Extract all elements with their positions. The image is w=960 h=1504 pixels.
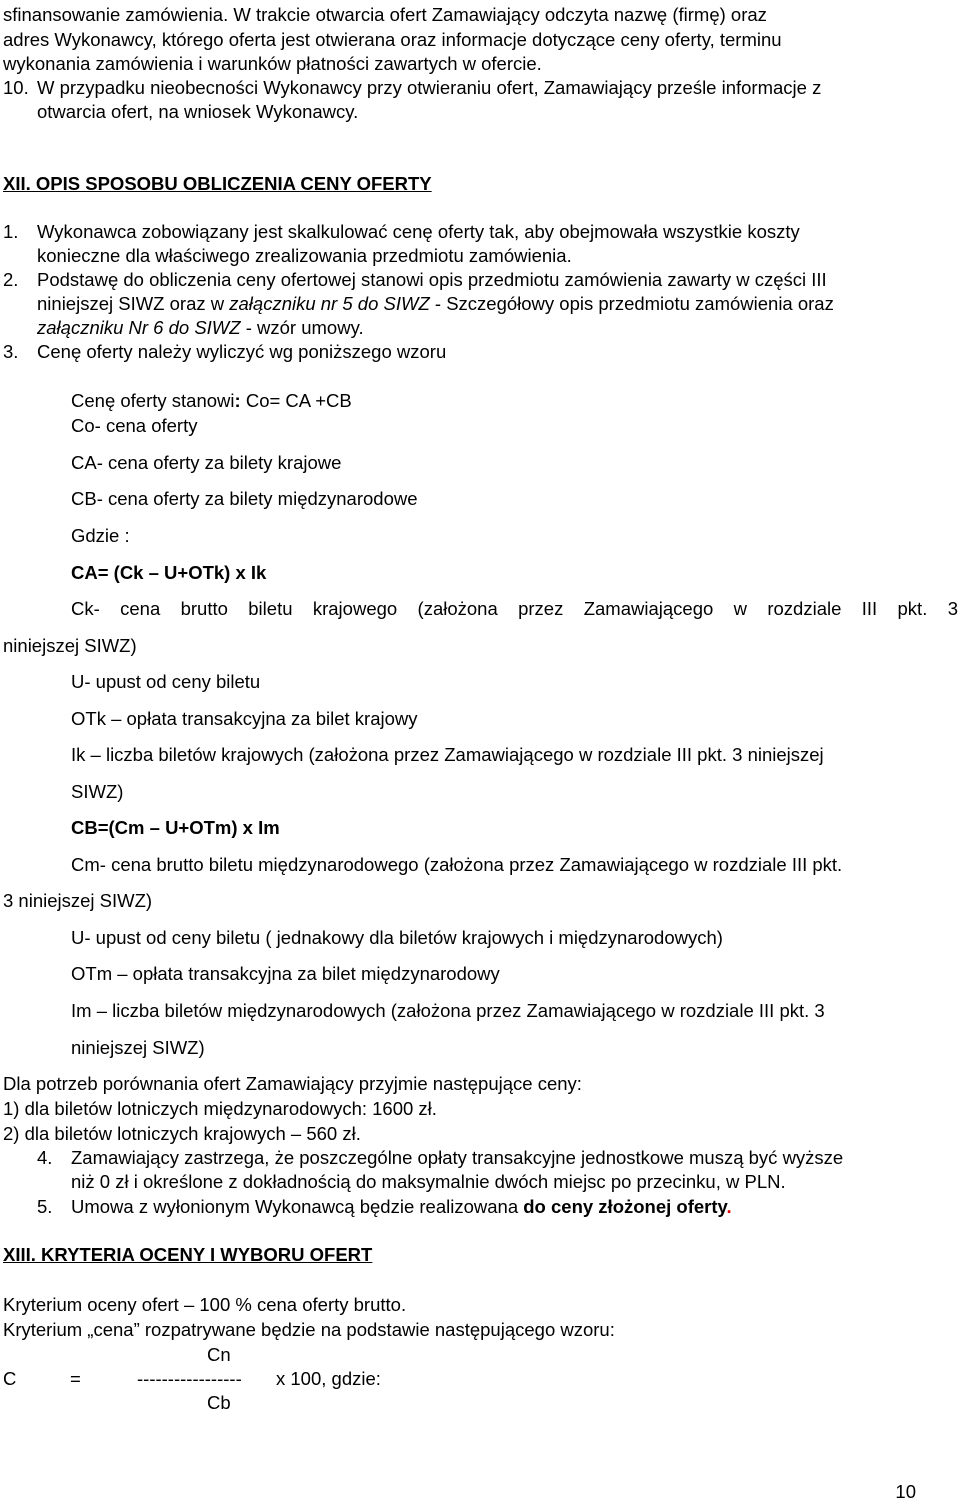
text-line: niż 0 zł i określone z dokładnością do maksymalnie dwóch miejsc po przecinku, w PLN. bbox=[71, 1171, 786, 1192]
formula-cb: CB=(Cm – U+OTm) x Im bbox=[71, 817, 280, 838]
definition-line: Ck- cena brutto biletu krajowego (założona przez Zamawiającego w rozdziale III pkt. 3 bbox=[71, 598, 958, 619]
formula-intro bbox=[71, 389, 352, 413]
definition-line: U- upust od ceny biletu ( jednakowy dla biletów krajowych i międzynarodowych) bbox=[71, 927, 723, 948]
text-run: : bbox=[234, 390, 241, 411]
formula-ca: CA= (Ck – U+OTk) x Ik bbox=[71, 562, 267, 583]
text-line: otwarcia ofert, na wniosek Wykonawcy. bbox=[37, 101, 359, 122]
text-line: konieczne dla właściwego zrealizowania przedmiotu zamówienia. bbox=[37, 245, 572, 266]
text-line: Dla potrzeb porównania ofert Zamawiający przyjmie następujące ceny: bbox=[3, 1073, 582, 1094]
text-line: wykonania zamówienia i warunków płatności zawartych w ofercie. bbox=[3, 53, 542, 74]
formula-equals: = bbox=[70, 1368, 81, 1389]
text-run: Umowa z wyłonionym Wykonawcą będzie realizowana bbox=[71, 1196, 524, 1217]
definition-line: OTm – opłata transakcyjna za bilet międzynarodowy bbox=[71, 963, 500, 984]
list-item: 2) dla biletów lotniczych krajowych – 560 zł. bbox=[3, 1123, 361, 1144]
fraction-denominator: Cb bbox=[207, 1392, 231, 1413]
list-number: 1. bbox=[3, 221, 19, 242]
text-line bbox=[71, 1195, 732, 1219]
definition-line: Co- cena oferty bbox=[71, 415, 198, 436]
definition-line: CA- cena oferty za bilety krajowe bbox=[71, 452, 342, 473]
text-run-italic: załączniku Nr 6 do SIWZ bbox=[37, 317, 241, 338]
definition-line: Im – liczba biletów międzynarodowych (założona przez Zamawiającego w rozdziale III pkt. 3 bbox=[71, 1000, 825, 1021]
text-run: niniejszej SIWZ oraz w bbox=[37, 293, 230, 314]
section-heading: XIII. KRYTERIA OCENY I WYBORU OFERT bbox=[3, 1244, 373, 1265]
page-number: 10 bbox=[895, 1481, 916, 1502]
text-line: Kryterium oceny ofert – 100 % cena oferty brutto. bbox=[3, 1294, 407, 1315]
text-run: - wzór umowy. bbox=[240, 317, 364, 338]
definition-line: 3 niniejszej SIWZ) bbox=[3, 890, 153, 911]
formula-co: Co= CA +CB bbox=[245, 390, 352, 411]
text-line: Zamawiający zastrzega, że poszczególne opłaty transakcyjne jednostkowe muszą być wyższe bbox=[71, 1147, 844, 1168]
definition-line: OTk – opłata transakcyjna za bilet krajowy bbox=[71, 708, 418, 729]
text-run-bold: do ceny złożonej oferty bbox=[523, 1196, 727, 1217]
fraction-line: ----------------- bbox=[137, 1368, 242, 1389]
formula-c: C bbox=[3, 1368, 17, 1389]
text-line: W przypadku nieobecności Wykonawcy przy otwieraniu ofert, Zamawiający prześle informacje z bbox=[37, 77, 822, 98]
list-item: 1) dla biletów lotniczych międzynarodowych: 1600 zł. bbox=[3, 1098, 437, 1119]
formula-multiplier: x 100, gdzie: bbox=[276, 1368, 381, 1389]
list-number: 5. bbox=[37, 1196, 53, 1217]
list-number: 3. bbox=[3, 341, 19, 362]
definition-line: SIWZ) bbox=[71, 781, 124, 802]
text-line: Podstawę do obliczenia ceny ofertowej stanowi opis przedmiotu zamówienia zawarty w części III bbox=[37, 269, 827, 290]
text-line: Wykonawca zobowiązany jest skalkulować cenę oferty tak, aby obejmowała wszystkie koszty bbox=[37, 221, 800, 242]
text-run: Cenę oferty stanowi bbox=[71, 390, 235, 411]
text-line: Kryterium „cena” rozpatrywane będzie na podstawie następującego wzoru: bbox=[3, 1319, 615, 1340]
list-number: 10. bbox=[3, 77, 29, 98]
definition-line: Ik – liczba biletów krajowych (założona przez Zamawiającego w rozdziale III pkt. 3 niniejszej bbox=[71, 744, 824, 765]
text-run-italic: załączniku nr 5 do SIWZ bbox=[229, 293, 430, 314]
list-number: 2. bbox=[3, 269, 19, 290]
text-line: sfinansowanie zamówienia. W trakcie otwarcia ofert Zamawiający odczyta nazwę (firmę) oraz bbox=[3, 4, 767, 25]
definition-line: U- upust od ceny biletu bbox=[71, 671, 261, 692]
text-run-red: . bbox=[726, 1196, 732, 1217]
text-line: adres Wykonawcy, którego oferta jest otwierana oraz informacje dotyczące ceny oferty, terminu bbox=[3, 29, 782, 50]
text-line: Cenę oferty należy wyliczyć wg poniższego wzoru bbox=[37, 341, 447, 362]
definition-line: CB- cena oferty za bilety międzynarodowe bbox=[71, 488, 418, 509]
definition-line: niniejszej SIWZ) bbox=[3, 635, 137, 656]
text-line bbox=[37, 316, 364, 340]
definition-line: niniejszej SIWZ) bbox=[71, 1037, 205, 1058]
text-line bbox=[37, 292, 834, 316]
fraction-numerator: Cn bbox=[207, 1344, 231, 1365]
section-heading: XII. OPIS SPOSOBU OBLICZENIA CENY OFERTY bbox=[3, 173, 432, 194]
definition-line: Gdzie : bbox=[71, 525, 130, 546]
definition-line: Cm- cena brutto biletu międzynarodowego (założona przez Zamawiającego w rozdziale III pkt. bbox=[71, 854, 843, 875]
list-number: 4. bbox=[37, 1147, 53, 1168]
text-run: - Szczegółowy opis przedmiotu zamówienia oraz bbox=[429, 293, 834, 314]
